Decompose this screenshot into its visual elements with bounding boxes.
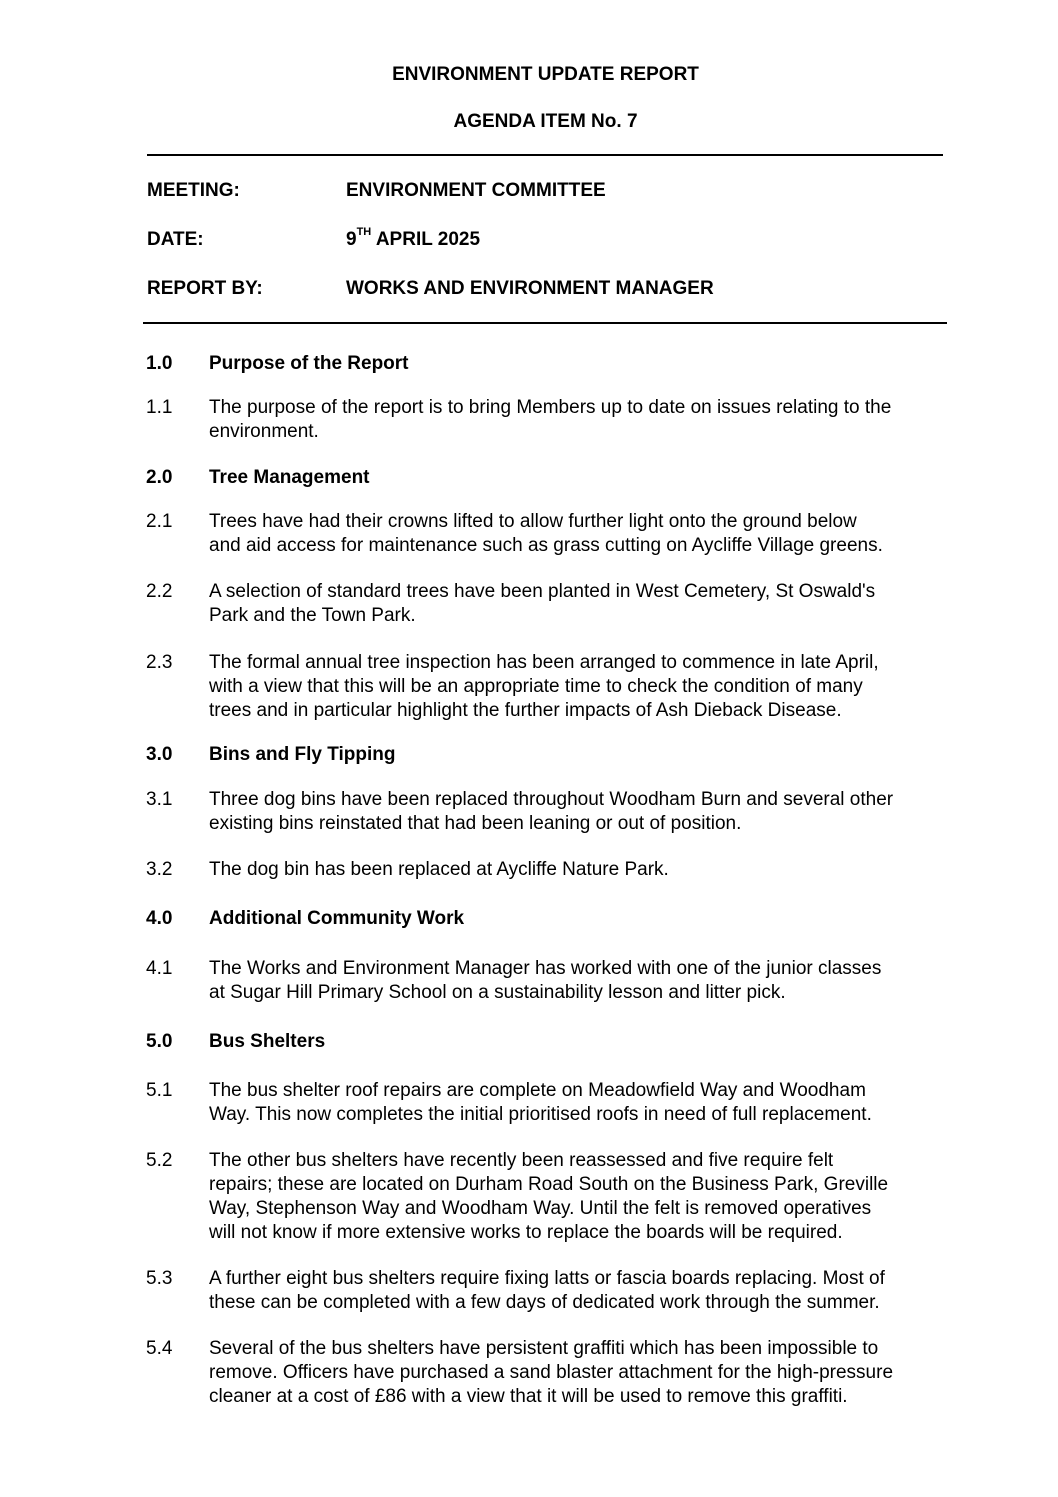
section-number: 4.0 <box>146 908 173 929</box>
report-by-value: WORKS AND ENVIRONMENT MANAGER <box>346 278 714 299</box>
section-title: Additional Community Work <box>209 908 465 929</box>
section-number: 3.0 <box>146 744 173 765</box>
paragraph-number: 2.1 <box>146 511 173 532</box>
paragraph-number: 1.1 <box>146 397 173 418</box>
bottom-divider <box>143 322 947 324</box>
agenda-item: AGENDA ITEM No. 7 <box>453 111 638 132</box>
paragraph-number: 3.1 <box>146 789 173 810</box>
top-divider <box>147 154 943 156</box>
text-line: cleaner at a cost of £86 with a view that it will be used to remove this graffiti. <box>209 1386 848 1407</box>
text-line: Several of the bus shelters have persistent graffiti which has been impossible to <box>209 1338 879 1359</box>
text-line: Three dog bins have been replaced throughout Woodham Burn and several other <box>209 789 894 810</box>
paragraph-text <box>209 957 989 1005</box>
date-day: 9 <box>346 229 357 250</box>
paragraph-number: 5.3 <box>146 1268 173 1289</box>
paragraph-text <box>209 580 989 628</box>
text-line: these can be completed with a few days of dedicated work through the summer. <box>209 1292 880 1313</box>
text-line: existing bins reinstated that had been leaning or out of position. <box>209 813 742 834</box>
date-value <box>346 226 481 251</box>
paragraph-text <box>209 1149 989 1245</box>
paragraph-text <box>209 858 989 882</box>
section-number: 2.0 <box>146 467 173 488</box>
text-line: Trees have had their crowns lifted to allow further light onto the ground below <box>209 511 857 532</box>
paragraph-number: 2.2 <box>146 581 173 602</box>
report-title: ENVIRONMENT UPDATE REPORT <box>392 64 699 85</box>
text-line: repairs; these are located on Durham Road South on the Business Park, Greville <box>209 1174 889 1195</box>
date-rest: APRIL 2025 <box>371 229 481 250</box>
report-by-label: REPORT BY: <box>147 278 263 299</box>
paragraph-number: 5.2 <box>146 1150 173 1171</box>
text-line: will not know if more extensive works to replace the boards will be required. <box>209 1222 843 1243</box>
section-title: Tree Management <box>209 467 370 488</box>
paragraph-text <box>209 396 989 444</box>
paragraph-text <box>209 651 989 723</box>
paragraph-text <box>209 510 989 558</box>
text-line: The bus shelter roof repairs are complete on Meadowfield Way and Woodham <box>209 1080 866 1101</box>
text-line: The Works and Environment Manager has worked with one of the junior classes <box>209 958 882 979</box>
paragraph-text <box>209 788 989 836</box>
text-line: A further eight bus shelters require fixing latts or fascia boards replacing. Most of <box>209 1268 885 1289</box>
text-line: remove. Officers have purchased a sand blaster attachment for the high-pressure <box>209 1362 894 1383</box>
paragraph-number: 2.3 <box>146 652 173 673</box>
text-line: with a view that this will be an appropriate time to check the condition of many <box>209 676 863 697</box>
text-line: The dog bin has been replaced at Aycliffe Nature Park. <box>209 859 669 880</box>
date-label: DATE: <box>147 229 204 250</box>
text-line: Way. This now completes the initial prioritised roofs in need of full replacement. <box>209 1104 872 1125</box>
paragraph-number: 5.1 <box>146 1080 173 1101</box>
text-line: A selection of standard trees have been planted in West Cemetery, St Oswald's <box>209 581 876 602</box>
text-line: trees and in particular highlight the further impacts of Ash Dieback Disease. <box>209 700 842 721</box>
text-line: The formal annual tree inspection has been arranged to commence in late April, <box>209 652 879 673</box>
text-line: The purpose of the report is to bring Members up to date on issues relating to the <box>209 397 892 418</box>
date-suffix: TH <box>356 226 372 238</box>
meeting-label: MEETING: <box>147 180 240 201</box>
text-line: environment. <box>209 421 319 442</box>
section-title: Purpose of the Report <box>209 353 409 374</box>
text-line: Way, Stephenson Way and Woodham Way. Until the felt is removed operatives <box>209 1198 872 1219</box>
text-line: Park and the Town Park. <box>209 605 416 626</box>
paragraph-number: 4.1 <box>146 958 173 979</box>
paragraph-text <box>209 1079 989 1127</box>
paragraph-text <box>209 1337 989 1409</box>
section-title: Bus Shelters <box>209 1031 326 1052</box>
text-line: The other bus shelters have recently been reassessed and five require felt <box>209 1150 834 1171</box>
meeting-value: ENVIRONMENT COMMITTEE <box>346 180 606 201</box>
paragraph-text <box>209 1267 989 1315</box>
text-line: and aid access for maintenance such as grass cutting on Aycliffe Village greens. <box>209 535 883 556</box>
section-number: 5.0 <box>146 1031 173 1052</box>
paragraph-number: 5.4 <box>146 1338 173 1359</box>
section-number: 1.0 <box>146 353 173 374</box>
paragraph-number: 3.2 <box>146 859 173 880</box>
text-line: at Sugar Hill Primary School on a sustainability lesson and litter pick. <box>209 982 786 1003</box>
section-title: Bins and Fly Tipping <box>209 744 396 765</box>
